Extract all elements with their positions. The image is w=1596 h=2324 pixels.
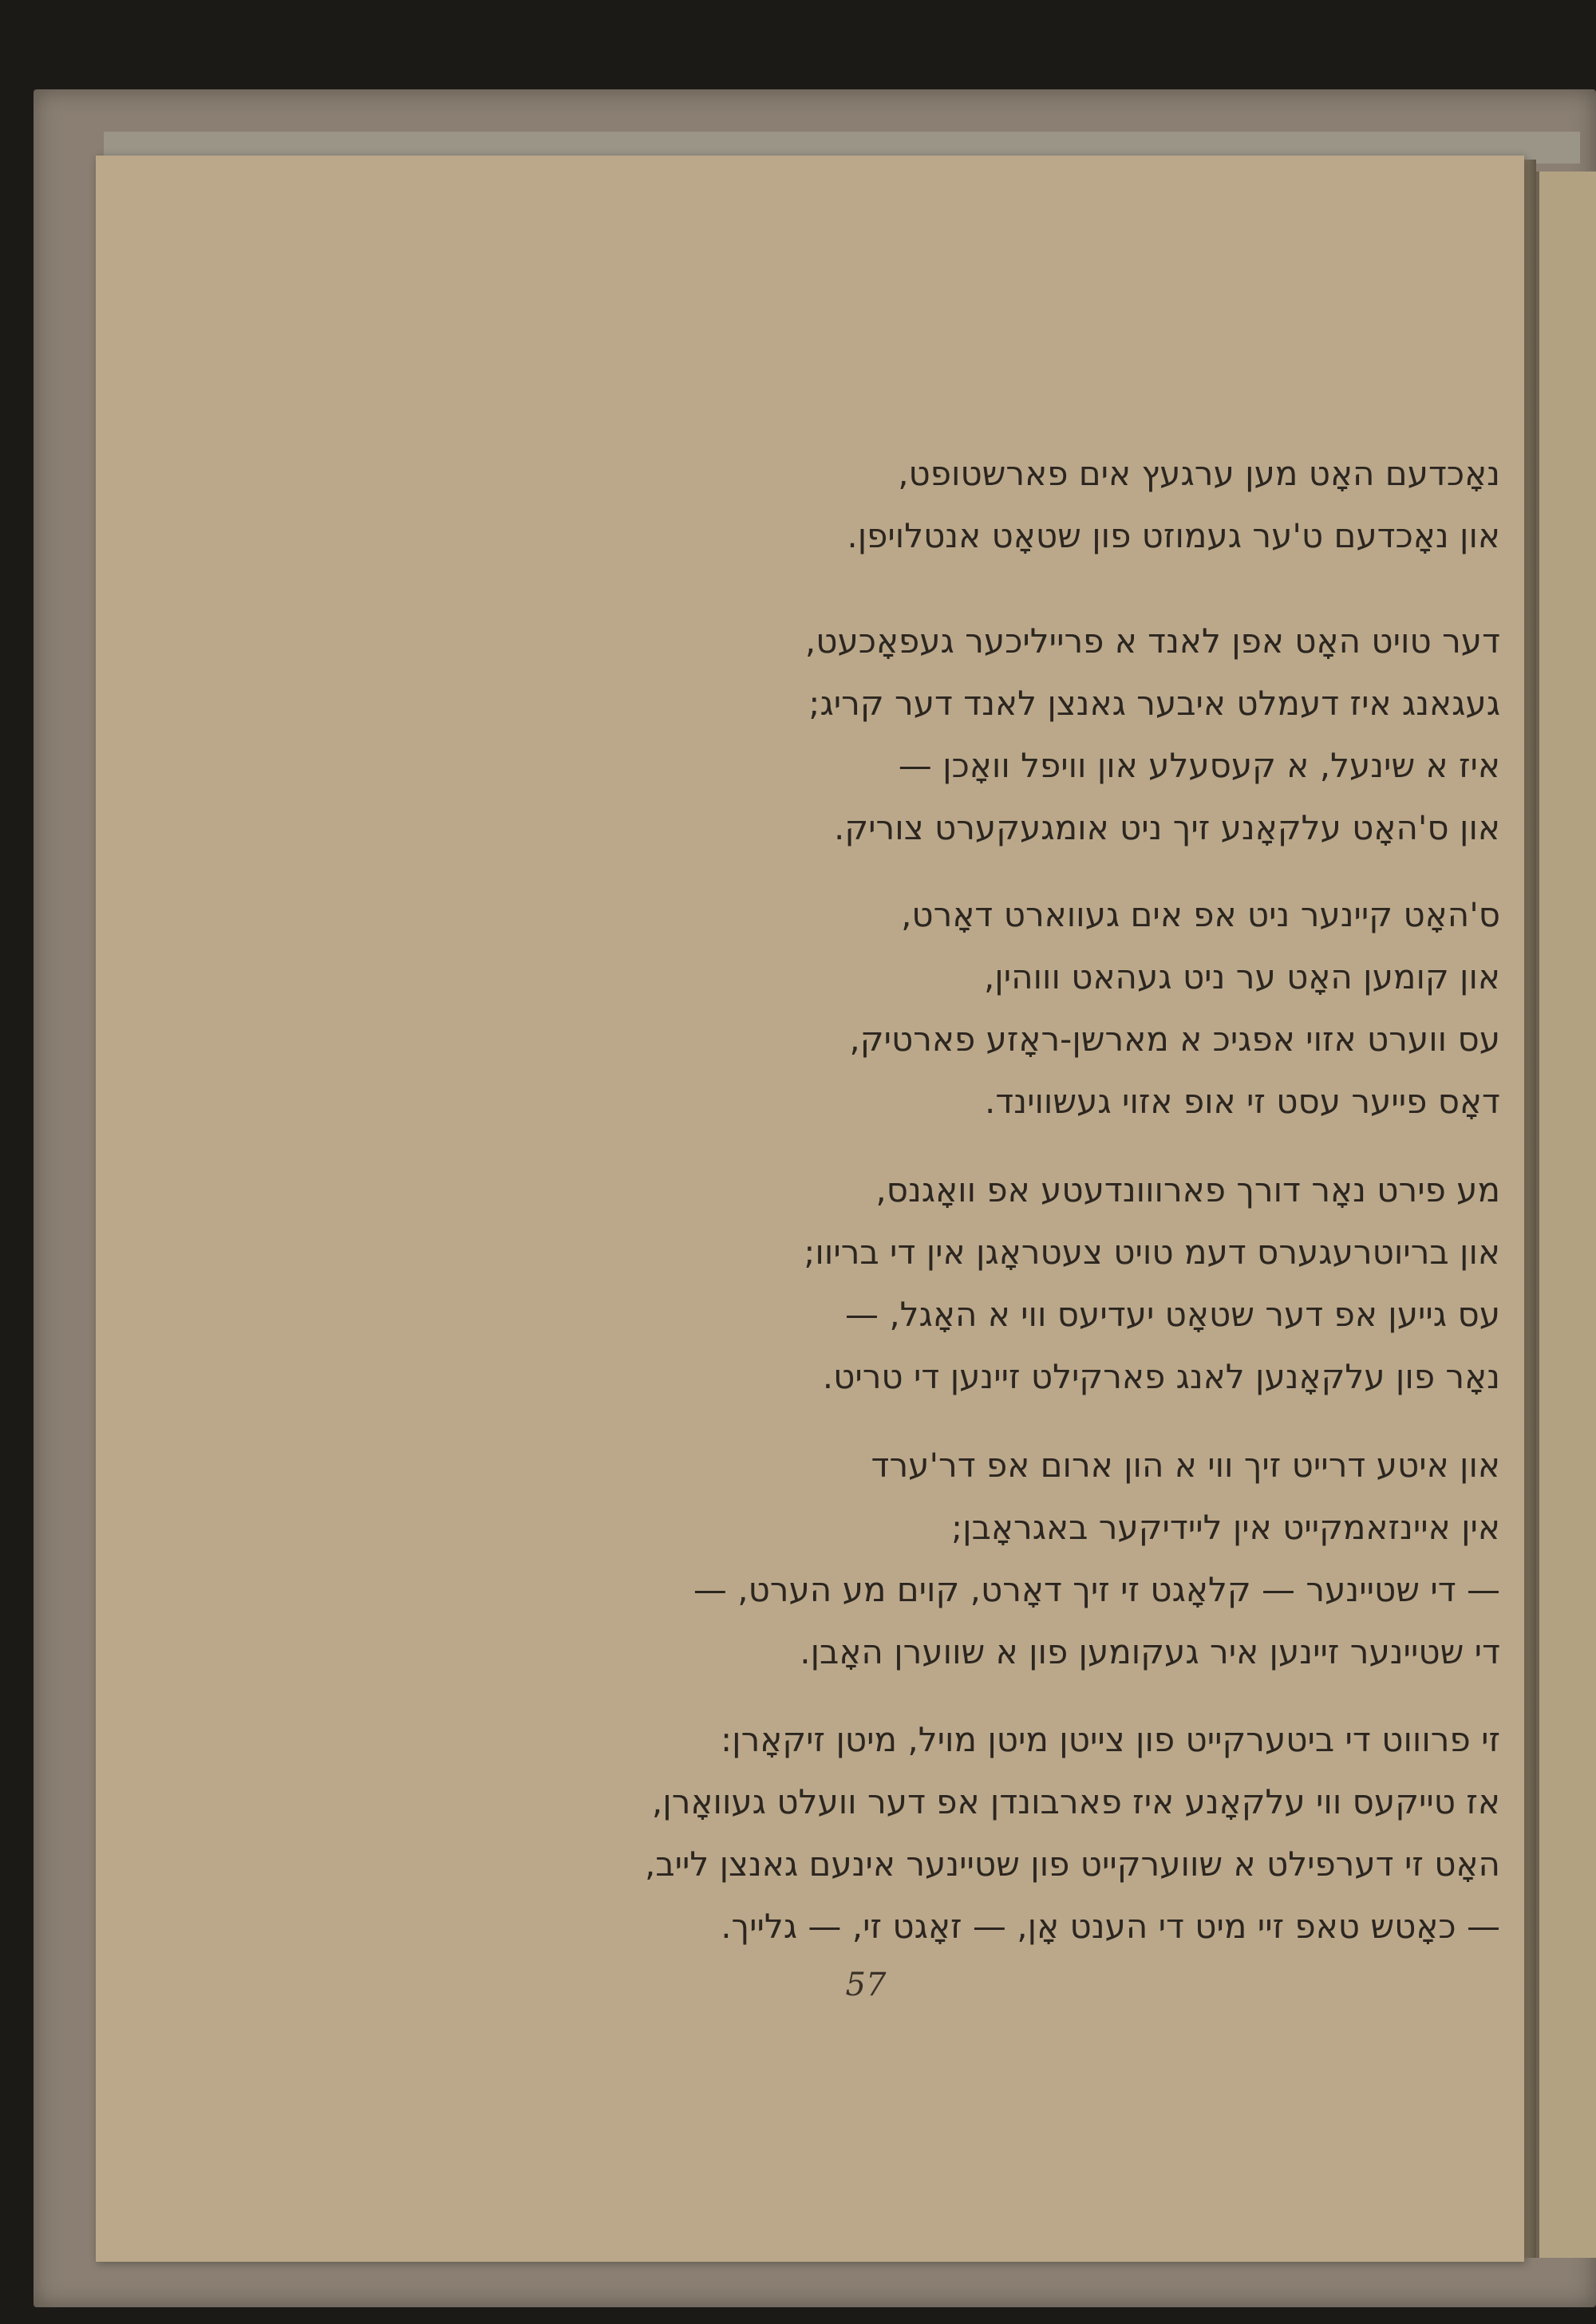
poem-line: דער טויט האָט אפן לאנד א פרייליכער געפאָכעט,: [804, 621, 1500, 661]
poem-line: מע פירט נאָר דורך פארווונדעטע אפ וואָגנס,: [875, 1170, 1500, 1209]
poem-line: אז טייקעס ווי עלקאָנע איז פארבונדן אפ דער וועלט געוואָרן,: [651, 1782, 1500, 1821]
book-gutter: [1523, 160, 1536, 2258]
poem-line: עס ווערט אזוי אפגיכ א מארשן-ראָזע פארטיק,: [849, 1020, 1500, 1059]
poem-line: די שטיינער זיינען איר געקומען פון א שווערן האָבן.: [800, 1632, 1500, 1671]
stanza: [847, 443, 1500, 567]
stanza: [693, 1434, 1500, 1683]
poem-line: אין איינזאמקייט אין ליידיקער באגראָבן;: [951, 1508, 1500, 1547]
poem-line: — די שטיינער — קלאָגט זי זיך דאָרט, קוים מע הערט, —: [693, 1570, 1500, 1609]
stanza: [804, 1159, 1500, 1408]
poem-line: און בריוטרעגערס דעמ טויט צעטראָגן אין די בריוו;: [804, 1233, 1500, 1272]
poem-line: נאָכדעם האָט מען ערגעץ אים פארשטופט,: [898, 454, 1500, 493]
poem-line: נאָר פון עלקאָנען לאנג פארקילט זיינען די טריט.: [822, 1357, 1500, 1396]
poem-line: און קומען האָט ער ניט געהאט וווהין,: [983, 957, 1500, 996]
poem-line: ס'האָט קיינער ניט אפ אים געווארט דאָרט,: [901, 895, 1500, 934]
poem-line: דאָס פייער עסט זי אופ אזוי געשווינד.: [984, 1082, 1500, 1121]
poem-line: איז א שינעל, א קעסעלע און וויפל וואָכן —: [898, 746, 1500, 785]
poem-line: — כאָטש טאפ זיי מיט די הענט אָן, — זאָגט זי, — גלייך.: [721, 1907, 1500, 1946]
poem-line: געגאנג איז דעמלט איבער גאנצן לאנד דער קריג;: [808, 684, 1500, 723]
poem-line: און איטע דרייט זיך ווי א הון ארום אפ דר'ערד: [871, 1446, 1500, 1485]
stanza: [805, 610, 1500, 859]
poem-line: זי פרוווט די ביטערקייט פון צייטן מיטן מויל, מיטן זיקאָרן:: [720, 1720, 1500, 1759]
page-number: 57: [845, 1967, 887, 2003]
stanza: [645, 1709, 1500, 1958]
poem-line: עס גייען אפ דער שטאָט יעדיעס ווי א האָגל, —: [844, 1295, 1500, 1334]
stanza: [849, 884, 1500, 1133]
poem-line: און ס'האָט עלקאָנע זיך ניט אומגעקערט צוריק.: [834, 808, 1500, 847]
facing-page-edge: [1536, 172, 1596, 2258]
poem-line: האָט זי דערפילט א שווערקייט פון שטיינער אינעם גאנצן לייב,: [644, 1845, 1500, 1884]
poem-line: און נאָכדעם ט'ער געמוזט פון שטאָט אנטלויפן.: [847, 516, 1500, 555]
